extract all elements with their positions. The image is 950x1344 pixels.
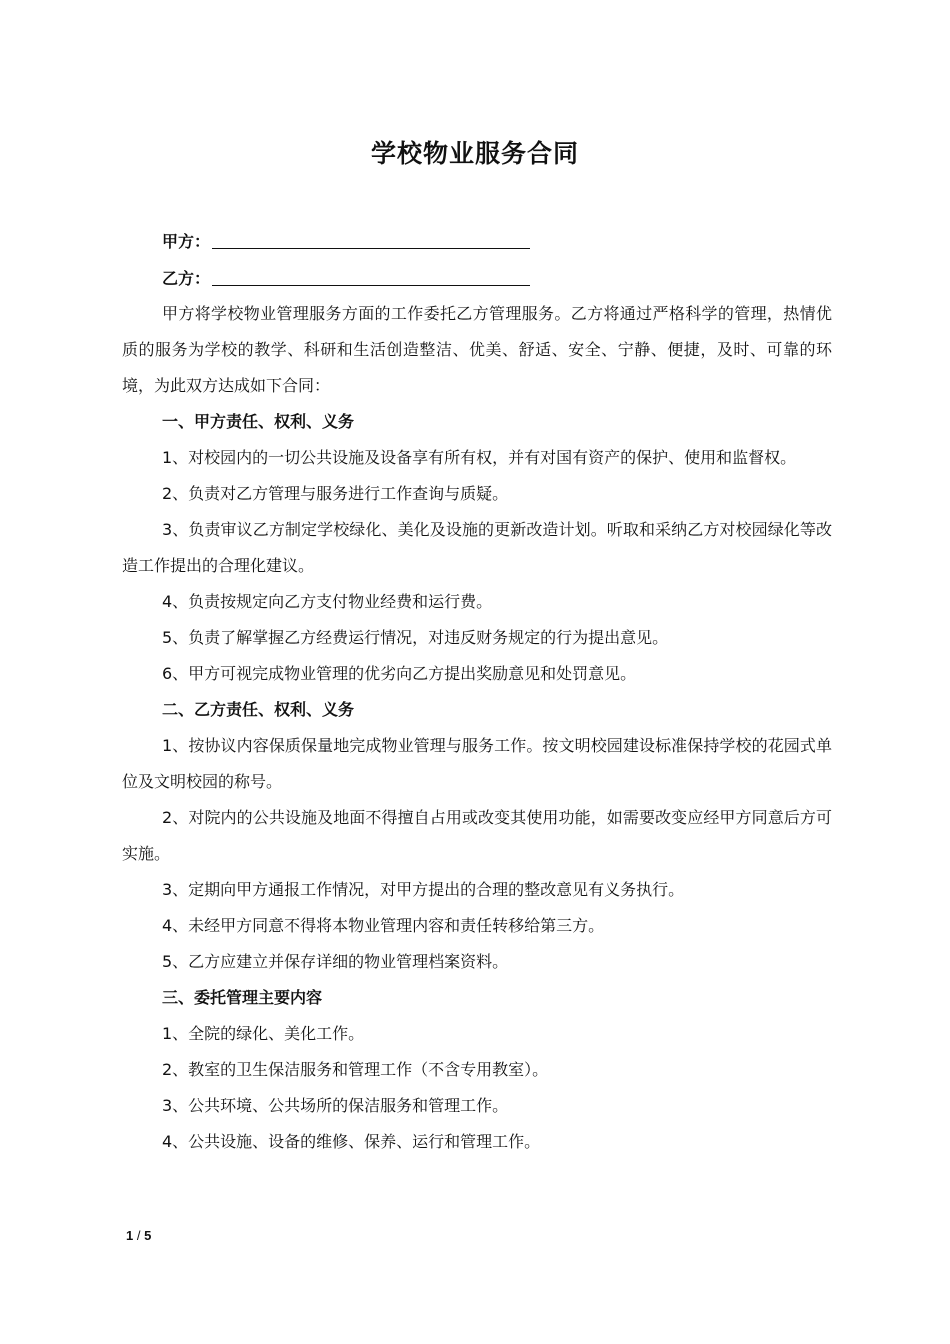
paragraph: 1、按协议内容保质保量地完成物业管理与服务工作。按文明校园建设标准保持学校的花园式单位及文明校园的称号。 [122, 736, 832, 791]
party-a-blank-line [212, 230, 530, 249]
paragraph: 3、负责审议乙方制定学校绿化、美化及设施的更新改造计划。听取和采纳乙方对校园绿化等改造工作提出的合理化建议。 [122, 520, 832, 575]
paragraph: 3、定期向甲方通报工作情况，对甲方提出的合理的整改意见有义务执行。 [162, 880, 685, 899]
party-b-label: 乙方： [162, 269, 211, 288]
party-b-blank-line [212, 267, 530, 286]
page-number [126, 1226, 151, 1246]
section-heading: 三、委托管理主要内容 [162, 988, 323, 1007]
paragraph: 5、负责了解掌握乙方经费运行情况，对违反财务规定的行为提出意见。 [162, 628, 669, 647]
paragraph: 4、负责按规定向乙方支付物业经费和运行费。 [162, 592, 493, 611]
paragraph: 3、公共环境、公共场所的保洁服务和管理工作。 [162, 1096, 509, 1115]
party-a-row [162, 230, 530, 254]
section-heading: 二、乙方责任、权利、义务 [162, 700, 355, 719]
paragraph: 1、对校园内的一切公共设施及设备享有所有权，并有对国有资产的保护、使用和监督权。 [162, 448, 797, 467]
party-a-label: 甲方： [162, 232, 211, 251]
paragraph: 2、对院内的公共设施及地面不得擅自占用或改变其使用功能，如需要改变应经甲方同意后方可实施。 [122, 808, 832, 863]
paragraph: 4、公共设施、设备的维修、保养、运行和管理工作。 [162, 1132, 541, 1151]
paragraph: 甲方将学校物业管理服务方面的工作委托乙方管理服务。乙方将通过严格科学的管理，热情优质的服务为学校的教学、科研和生活创造整洁、优美、舒适、安全、宁静、便捷，及时、可靠的环境，为此双方达成如下合同： [122, 304, 832, 395]
paragraph: 2、负责对乙方管理与服务进行工作查询与质疑。 [162, 484, 509, 503]
total-pages: 5 [144, 1228, 152, 1243]
page-separator: / [136, 1228, 141, 1243]
paragraph: 5、乙方应建立并保存详细的物业管理档案资料。 [162, 952, 509, 971]
document-body [122, 296, 832, 1160]
paragraph: 4、未经甲方同意不得将本物业管理内容和责任转移给第三方。 [162, 916, 605, 935]
paragraph: 6、甲方可视完成物业管理的优劣向乙方提出奖励意见和处罚意见。 [162, 664, 637, 683]
current-page: 1 [126, 1228, 134, 1243]
section-heading: 一、甲方责任、权利、义务 [162, 412, 355, 431]
paragraph: 2、教室的卫生保洁服务和管理工作（不含专用教室）。 [162, 1060, 549, 1079]
paragraph: 1、全院的绿化、美化工作。 [162, 1024, 365, 1043]
party-b-row [162, 267, 530, 291]
document-title: 学校物业服务合同 [370, 139, 579, 168]
